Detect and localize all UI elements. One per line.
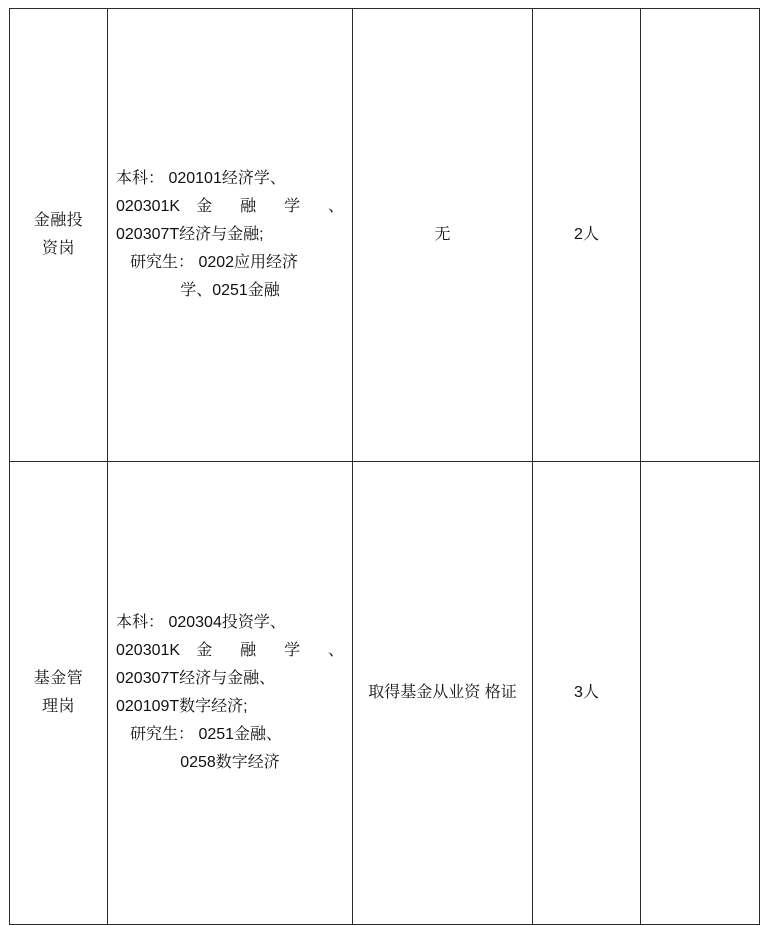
major-line: 研究生： 0202应用经济 [130,254,299,271]
major-line: 020109T数字经济; [116,698,248,715]
document-page [0,8,764,919]
cell-post-name [10,462,108,925]
major-line: 本科： 020101经济学、 [116,170,286,187]
cell-major-requirements [108,9,353,462]
post-name-line-1: 金融投 [33,212,84,229]
major-line: 学、0251金融 [180,282,280,299]
major-line: 020307T经济与金融; [116,226,264,243]
cell-extra [641,9,760,462]
major-line: 020301K 金 融 学 、 [116,198,344,215]
table-row [10,9,760,462]
major-line: 0258数字经济 [180,754,280,771]
certificate-line-2: 格证 [484,683,517,701]
post-name-line-1: 基金管 [33,670,84,687]
cell-certificate: 无 [353,9,533,462]
post-name-line-2: 资岗 [41,240,75,257]
major-line: 研究生： 0251金融、 [130,726,283,743]
major-line: 020301K 金 融 学 、 [116,642,344,659]
cell-headcount: 2人 [533,9,641,462]
major-line: 本科： 020304投资学、 [116,614,286,631]
cell-headcount: 3人 [533,462,641,925]
certificate-line-1: 取得基金从业资 [368,683,481,701]
cell-extra [641,462,760,925]
table-row [10,462,760,925]
cell-post-name [10,9,108,462]
job-requirements-table [9,8,760,925]
cell-certificate [353,462,533,925]
cell-major-requirements [108,462,353,925]
major-line: 020307T经济与金融、 [116,670,276,687]
post-name-line-2: 理岗 [41,698,75,715]
